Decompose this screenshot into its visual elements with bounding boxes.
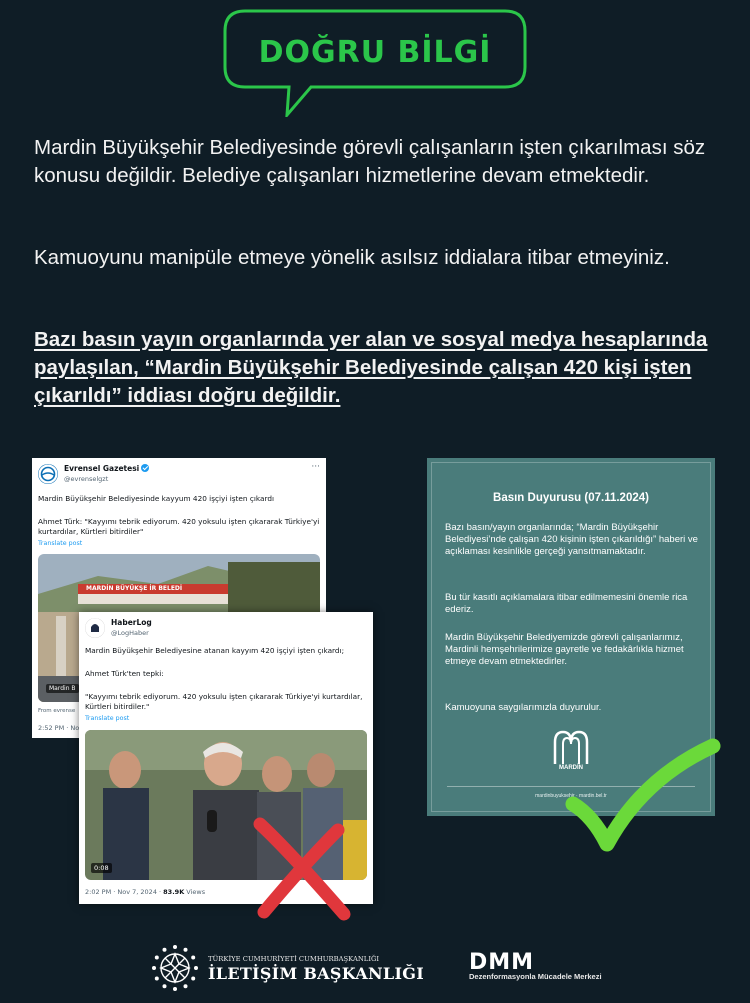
mardin-logo-text: MARDİN xyxy=(559,765,583,771)
announcement-paragraph-4: Kamuoyuna saygılarımızla duyurulur. xyxy=(445,702,602,713)
tweet-text-headline: Mardin Büyükşehir Belediyesine atanan kayyım 420 işçiyi işten çıkardı; xyxy=(85,646,345,655)
dmm-subtitle: Dezenformasyonla Mücadele Merkezi xyxy=(469,972,602,981)
tweet-text-headline: Mardin Büyükşehir Belediyesinde kayyum 420 işçiyi işten çıkardı xyxy=(38,494,274,503)
red-x-icon xyxy=(246,812,358,924)
intro-paragraph-2: Kamuoyunu manipüle etmeye yönelik asılsız iddialara itibar etmeyiniz. xyxy=(34,246,670,269)
tweet-meta: 2:52 PM · No xyxy=(38,724,80,732)
announcement-title: Basın Duyurusu (07.11.2024) xyxy=(493,492,649,504)
building-sign: MARDİN BÜYÜKŞE İR BELEDİ xyxy=(86,585,183,592)
claim-statement: Bazı basın yayın organlarında yer alan ve sosyal medya hesaplarında paylaşılan, “Mardin Büyükşehir Belediyesinde çalışan 420 kişi işten çıkarıldı” iddiası doğru değildir. xyxy=(34,328,708,407)
video-duration: 0:08 xyxy=(91,863,112,873)
from-source: From evrense xyxy=(38,708,76,714)
verdict-badge xyxy=(223,9,527,117)
org-line-1: TÜRKİYE CUMHURİYETİ CUMHURBAŞKANLIĞI xyxy=(208,955,380,963)
announcement-paragraph-1: Bazı basın/yayın organlarında; “Mardin Büyükşehir Belediyesi’nde çalışan 420 kişinin işten çıkarıldığı” haberi ve açıklaması kesinlikle gerçeği yansıtmamaktadır. xyxy=(445,522,698,557)
tweet-author-handle: @LogHaber xyxy=(111,629,149,637)
verdict-label: DOĞRU BİLGİ xyxy=(258,35,492,70)
tweet-meta: 2:02 PM · Nov 7, 2024 · 83.9K Views xyxy=(85,888,206,896)
star-emblem-icon xyxy=(150,943,200,993)
intro-paragraph-1: Mardin Büyükşehir Belediyesinde görevli çalışanların işten çıkarılması söz konusu değildir. Belediye çalışanları hizmetlerine devam etmektedir. xyxy=(34,136,706,187)
announcement-paragraph-2: Bu tür kasıtlı açıklamalara itibar edilmemesini önemle rica ederiz. xyxy=(445,592,688,615)
haberlog-avatar xyxy=(85,618,105,638)
org-line-2: İLETİŞİM BAŞKANLIĞI xyxy=(208,964,425,983)
verified-icon xyxy=(141,464,149,472)
tweet-author-handle: @evrenselgzt xyxy=(64,475,109,483)
announcement-paragraph-3: Mardin Büyükşehir Belediyemizde görevli çalışanlarımız, Mardinli hemşehrilerimize gayretle ve fedakârlıkla hizmet etmeye devam etmektedirler. xyxy=(445,632,684,667)
dmm-logo: DMM xyxy=(469,950,535,975)
tweet-text-quote: Ahmet Türk: "Kayyımı tebrik ediyorum. 420 yoksulu işten çıkararak Türkiye'yi kurtardılar, Kürtleri bitirdiler" xyxy=(38,517,320,536)
translate-link[interactable]: Translate post xyxy=(38,540,83,547)
evrensel-avatar xyxy=(38,464,58,484)
tweet-author-name: Evrensel Gazetesi xyxy=(64,464,149,473)
tweet-text-quote: "Kayyımı tebrik ediyorum. 420 yoksulu işten çıkararak Türkiye'yi kurtardılar, Kürtleri bitirdiler." xyxy=(85,692,363,711)
announcement-footer: mardinbuyuksehir · mardin.bel.tr xyxy=(447,786,695,799)
media-caption: Mardin B xyxy=(46,684,79,693)
translate-link[interactable]: Translate post xyxy=(85,715,130,722)
tweet-text-intro: Ahmet Türk'ten tepki: xyxy=(85,669,164,678)
more-dots-icon[interactable]: ··· xyxy=(311,462,320,472)
green-check-icon xyxy=(563,738,723,860)
tweet-author-name: HaberLog xyxy=(111,618,152,627)
